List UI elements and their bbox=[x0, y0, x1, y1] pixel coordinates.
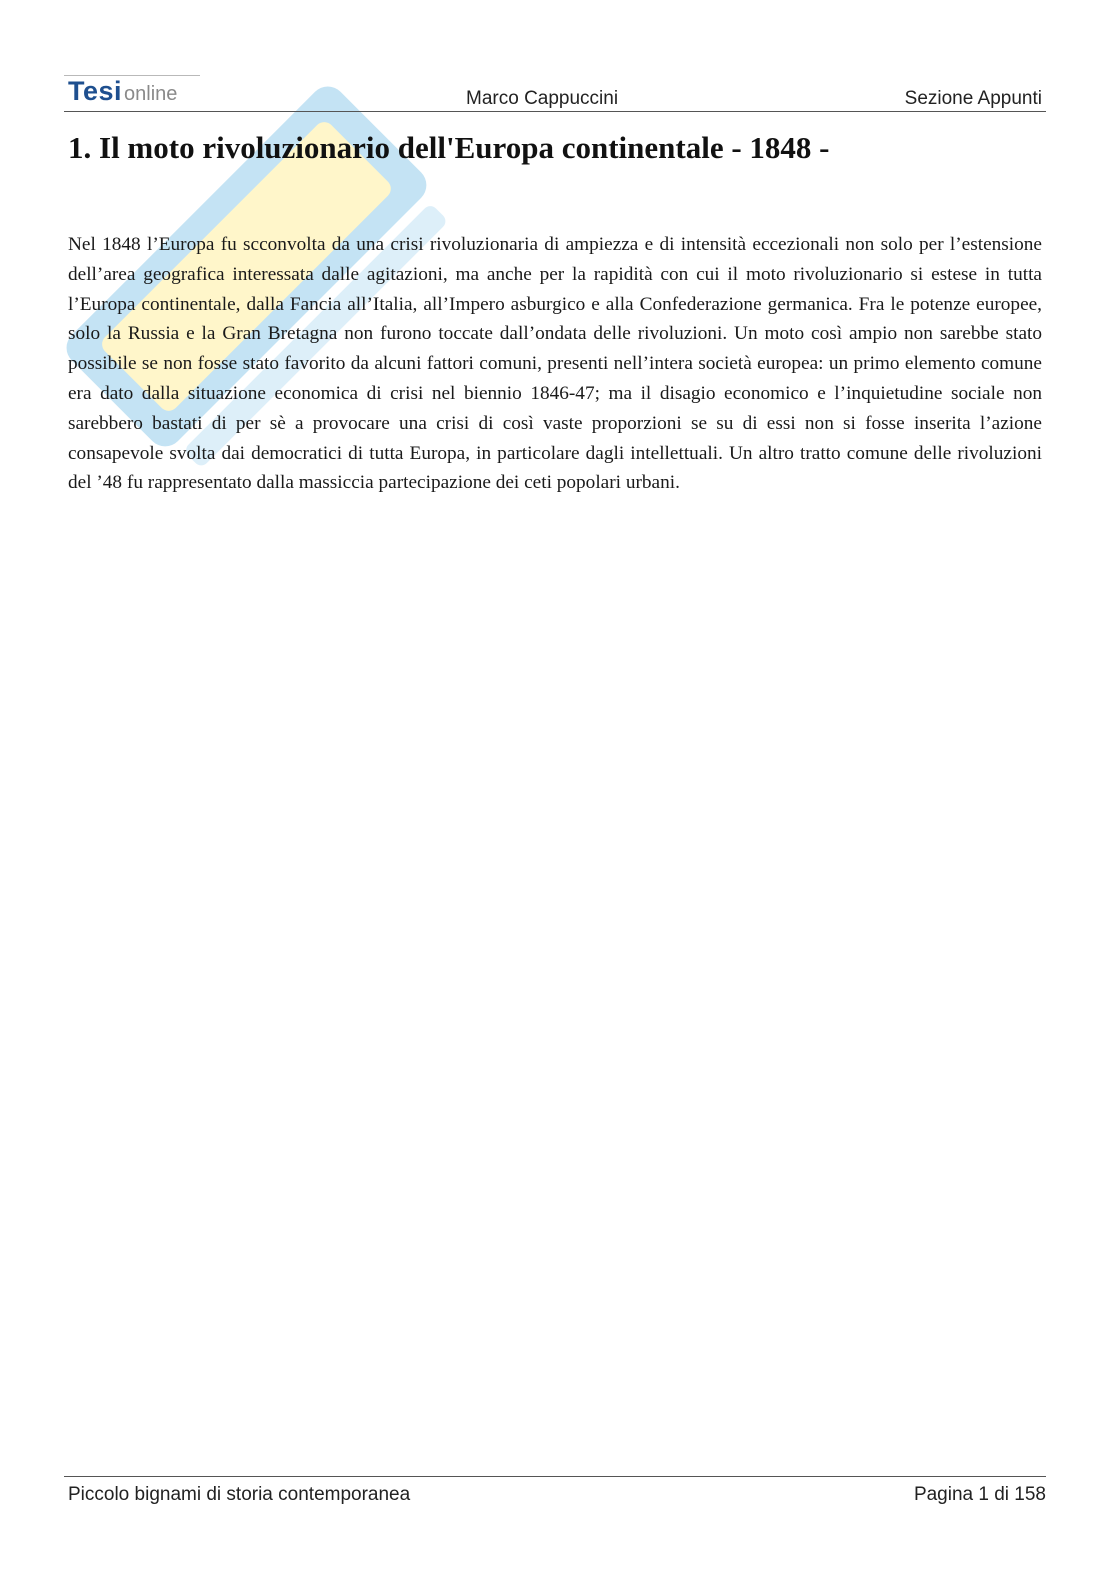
footer-divider bbox=[64, 1476, 1046, 1477]
footer-page-number: Pagina 1 di 158 bbox=[913, 1484, 1046, 1505]
header-section: Sezione Appunti bbox=[904, 88, 1042, 109]
header-divider bbox=[64, 111, 1046, 112]
logo-sub-text: online bbox=[124, 83, 178, 105]
body-paragraph: Nel 1848 l’Europa fu scconvolta da una crisi rivoluzionaria di ampiezza e di intensità eccezionali non solo per l’estensione dell’area geografica interessata dalle agitazioni, ma anche per la rapidità con cui il moto rivoluzionario si estese in tutta l’Europa continentale, dalla Fancia all’Italia, all’Impero asburgico e alla Confederazione germanica. Fra le potenze europee, solo la Russia e la Gran Bretagna non furono toccate dall’ondata delle rivoluzioni. Un moto così ampio non sarebbe stato possibile se non fosse stato favorito da alcuni fattori comuni, presenti nell’intera società europea: un primo elemento comune era dato dalla situazione economica di crisi nel biennio 1846-47; ma il disagio economico e l’inquietudine sociale non sarebbero bastati di per sè a provocare una crisi di così vaste proporzioni se su di essi non si fosse inserita l’azione consapevole svolta dai democratici di tutta Europa, in particolare dagli intellettuali. Un altro tratto comune delle rivoluzioni del ’48 fu rappresentato dalla massiccia partecipazione dei ceti popolari urbani. bbox=[68, 234, 1042, 494]
tesionline-logo bbox=[68, 76, 177, 107]
logo-main-text: Tesi bbox=[68, 76, 123, 106]
chapter-title: 1. Il moto rivoluzionario dell'Europa continentale - 1848 - bbox=[68, 130, 830, 165]
page-header bbox=[64, 72, 1046, 112]
footer-book-title: Piccolo bignami di storia contemporanea bbox=[68, 1484, 411, 1505]
header-author: Marco Cappuccini bbox=[466, 88, 619, 109]
